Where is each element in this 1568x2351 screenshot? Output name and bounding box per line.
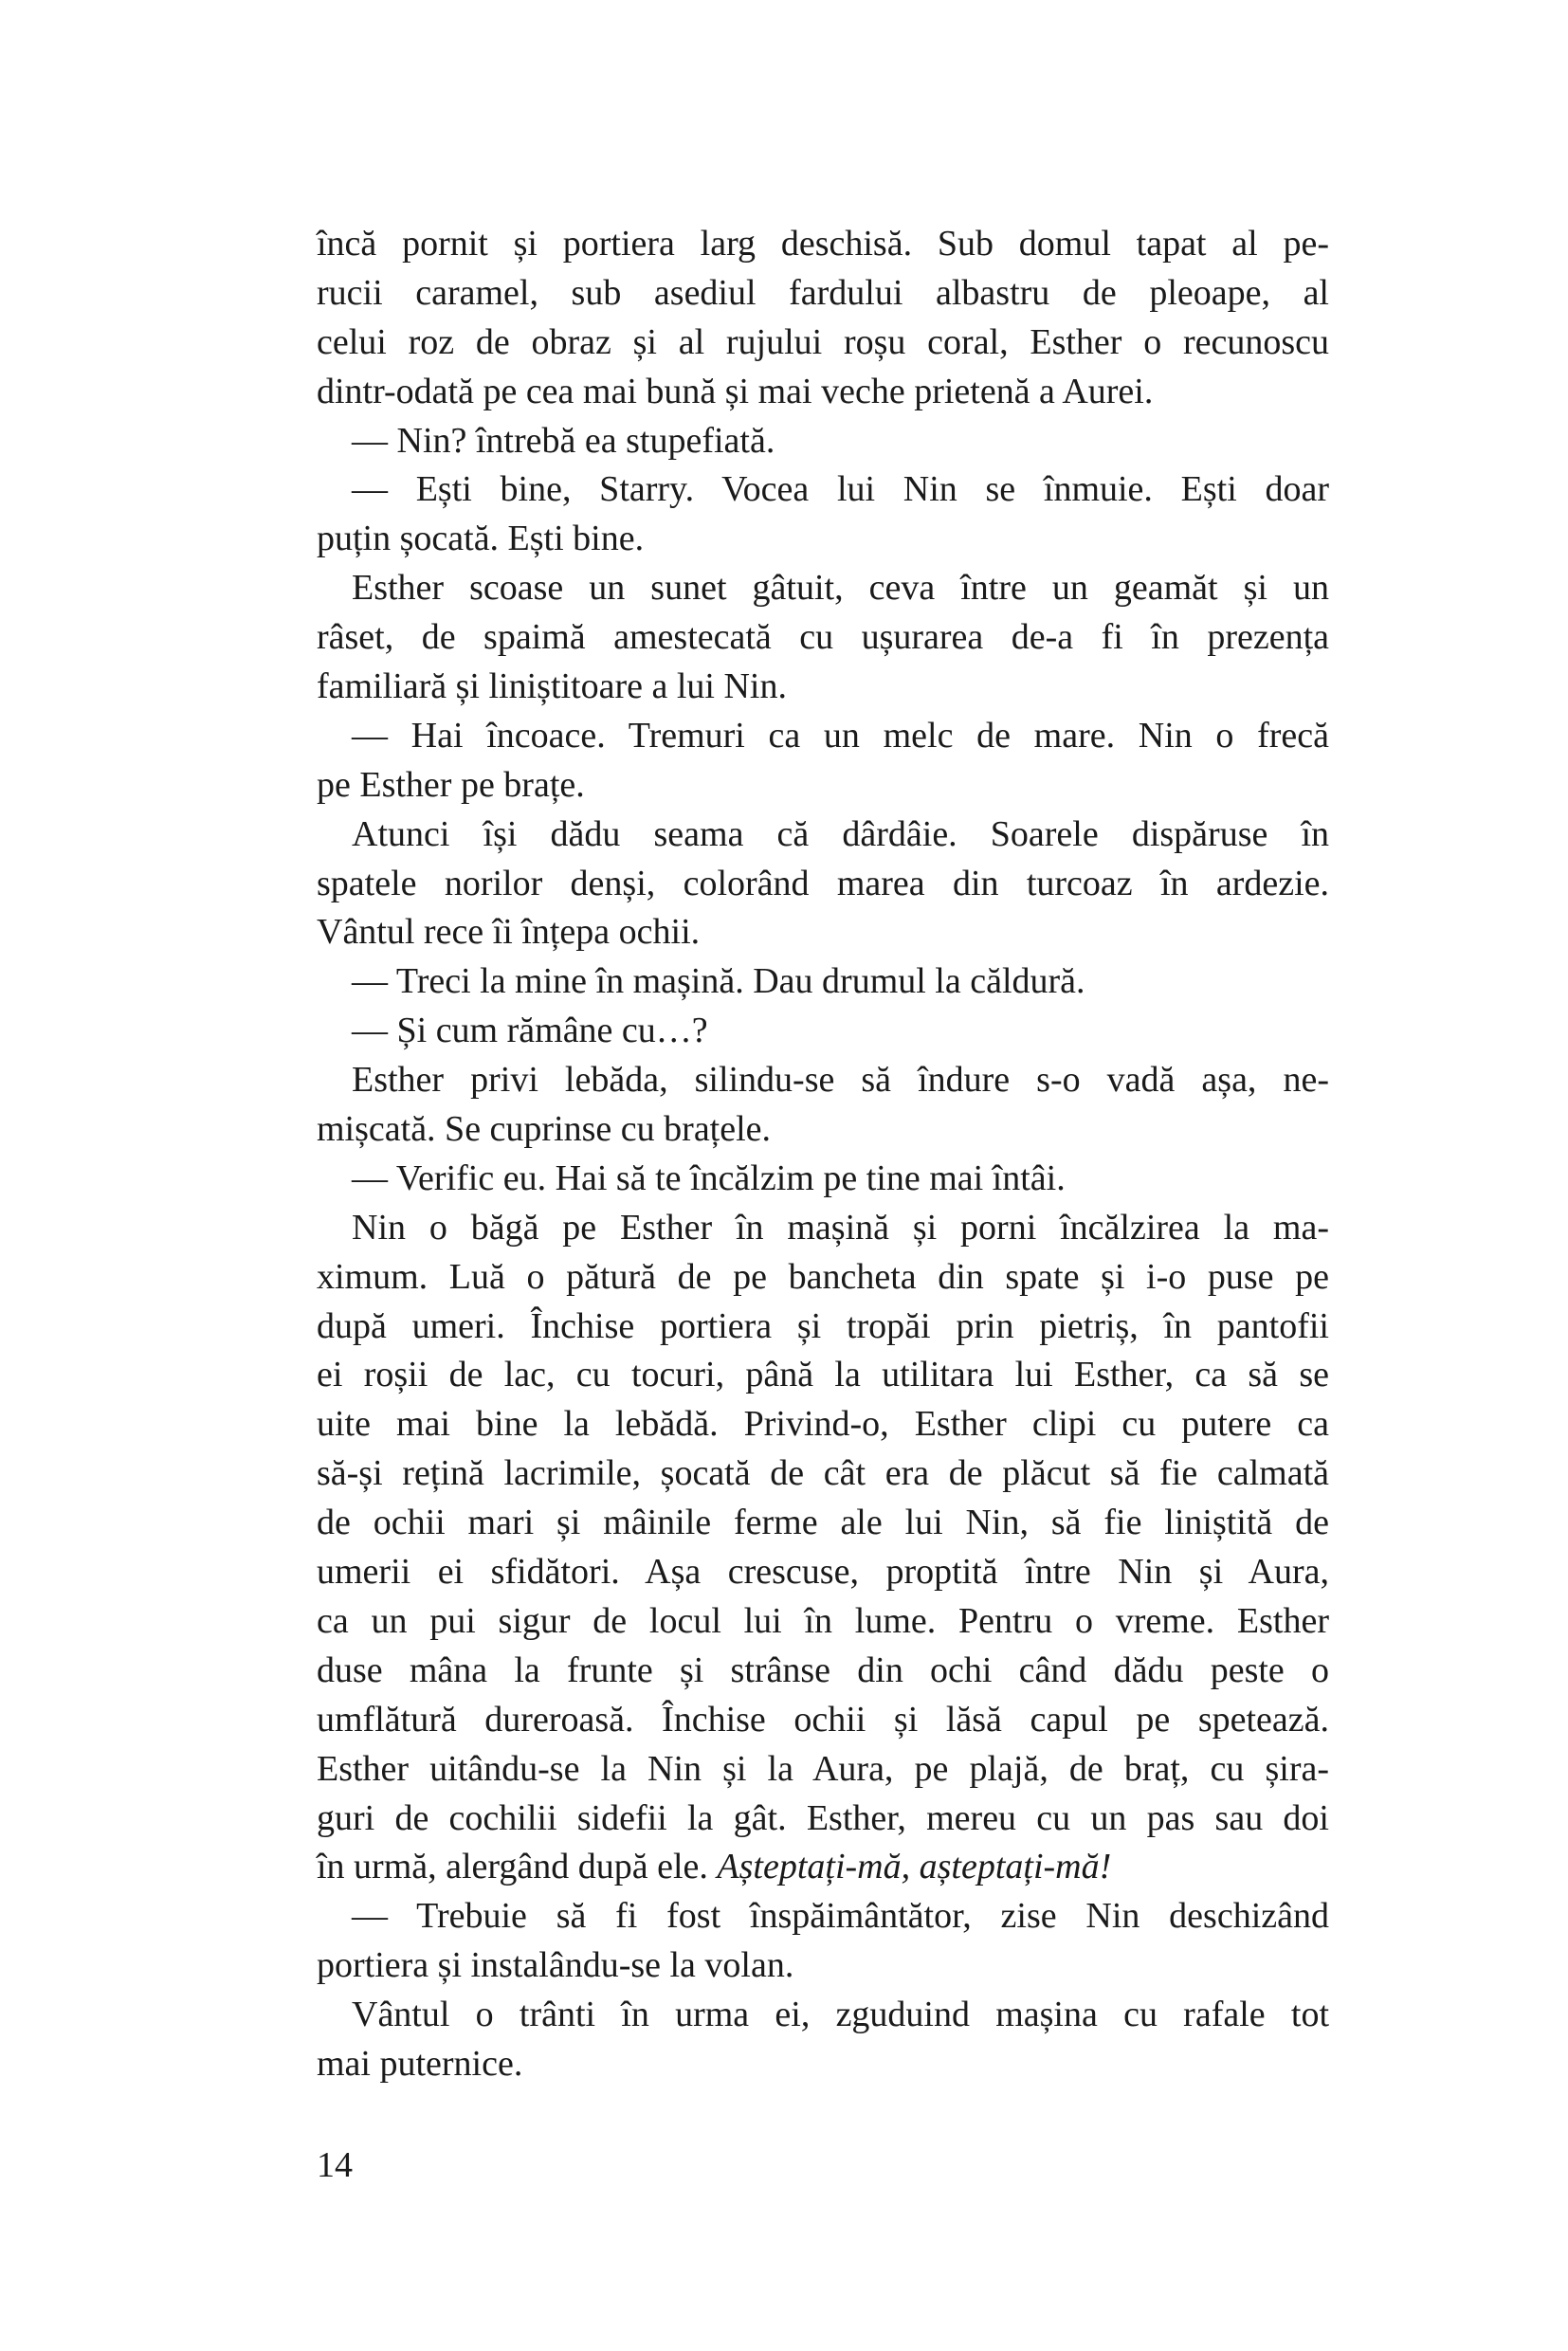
text-line: de ochii mari și mâinile ferme ale lui Nin, să fie liniștită de <box>317 1503 1329 1543</box>
text-line: Esther privi lebăda, silindu-se să îndure s-o vadă așa, ne- <box>352 1060 1329 1101</box>
text-line: duse mâna la frunte și strânse din ochi când dădu peste o <box>317 1649 1329 1690</box>
text-line: spatele norilor denși, colorând marea din turcoaz în ardezie. <box>317 863 1329 903</box>
text-line: portiera și instalându-se la volan. <box>317 1945 794 1986</box>
dialogue-line: — Nin? întrebă ea stupefiată. <box>352 420 775 461</box>
text-line: după umeri. Închise portiera și tropăi prin pietriș, în pantofii <box>317 1305 1329 1346</box>
text-line: puțin șocată. Ești bine. <box>317 519 645 559</box>
dialogue-line: — Ești bine, Starry. Vocea lui Nin se înmuie. Ești doar <box>352 469 1329 510</box>
dialogue-line: — Treci la mine în mașină. Dau drumul la căldură. <box>352 961 1085 1002</box>
text-line: umflătură dureroasă. Închise ochii și lăsă capul pe spetează. <box>317 1699 1329 1740</box>
text-line: ca un pui sigur de locul lui în lume. Pentru o vreme. Esther <box>317 1600 1329 1641</box>
text-line: să-și rețină lacrimile, șocată de cât era de plăcut să fie calmată <box>317 1453 1329 1494</box>
text-segment: în urmă, alergând după ele. <box>317 1847 718 1887</box>
text-line: celui roz de obraz și al rujului roșu coral, Esther o recunoscu <box>317 321 1329 362</box>
dialogue-line: — Trebuie să fi fost înspăimântător, zise Nin deschizând <box>352 1896 1329 1937</box>
dialogue-line: — Și cum rămâne cu…? <box>352 1011 708 1051</box>
text-line: pe Esther pe brațe. <box>317 764 585 805</box>
text-line: mișcată. Se cuprinse cu brațele. <box>317 1109 772 1150</box>
text-line <box>317 1843 1329 1892</box>
text-line: umerii ei sfidători. Așa crescuse, proptită între Nin și Aura, <box>317 1552 1329 1593</box>
text-line: ximum. Luă o pătură de pe bancheta din spate și i-o puse pe <box>317 1256 1329 1297</box>
text-line: dintr-odată pe cea mai bună și mai veche prietenă a Aurei. <box>317 371 1154 411</box>
italic-exclamation: Așteptați-mă, așteptați-mă! <box>717 1847 1112 1887</box>
text-line: Atunci își dădu seama că dârdâie. Soarele dispăruse în <box>352 813 1329 854</box>
text-line: Vântul rece îi înțepa ochii. <box>317 912 701 953</box>
page-number: 14 <box>317 2145 353 2185</box>
book-page-body <box>317 220 1329 2089</box>
text-line: uite mai bine la lebădă. Privind-o, Esther clipi cu putere ca <box>317 1404 1329 1445</box>
text-line: Esther scoase un sunet gâtuit, ceva între un geamăt și un <box>352 568 1329 609</box>
text-line: familiară și liniștitoare a lui Nin. <box>317 666 787 707</box>
text-line: Esther uitându-se la Nin și la Aura, pe plajă, de braț, cu șira- <box>317 1748 1329 1789</box>
text-line: Nin o băgă pe Esther în mașină și porni încălzirea la ma- <box>352 1207 1329 1248</box>
dialogue-line: — Verific eu. Hai să te încălzim pe tine mai întâi. <box>352 1157 1066 1198</box>
text-line: guri de cochilii sidefii la gât. Esther, mereu cu un pas sau doi <box>317 1797 1329 1838</box>
text-line: rucii caramel, sub asediul fardului albastru de pleoape, al <box>317 272 1329 313</box>
text-line: mai puternice. <box>317 2043 523 2084</box>
text-line: încă pornit și portiera larg deschisă. Sub domul tapat al pe- <box>317 224 1329 264</box>
text-line: râset, de spaimă amestecată cu ușurarea de-a fi în prezența <box>317 617 1329 658</box>
dialogue-line: — Hai încoace. Tremuri ca un melc de mare. Nin o frecă <box>352 715 1329 756</box>
text-line: ei roșii de lac, cu tocuri, până la utilitara lui Esther, ca să se <box>317 1355 1329 1395</box>
text-line: Vântul o trânti în urma ei, zguduind mașina cu rafale tot <box>352 1995 1329 2035</box>
